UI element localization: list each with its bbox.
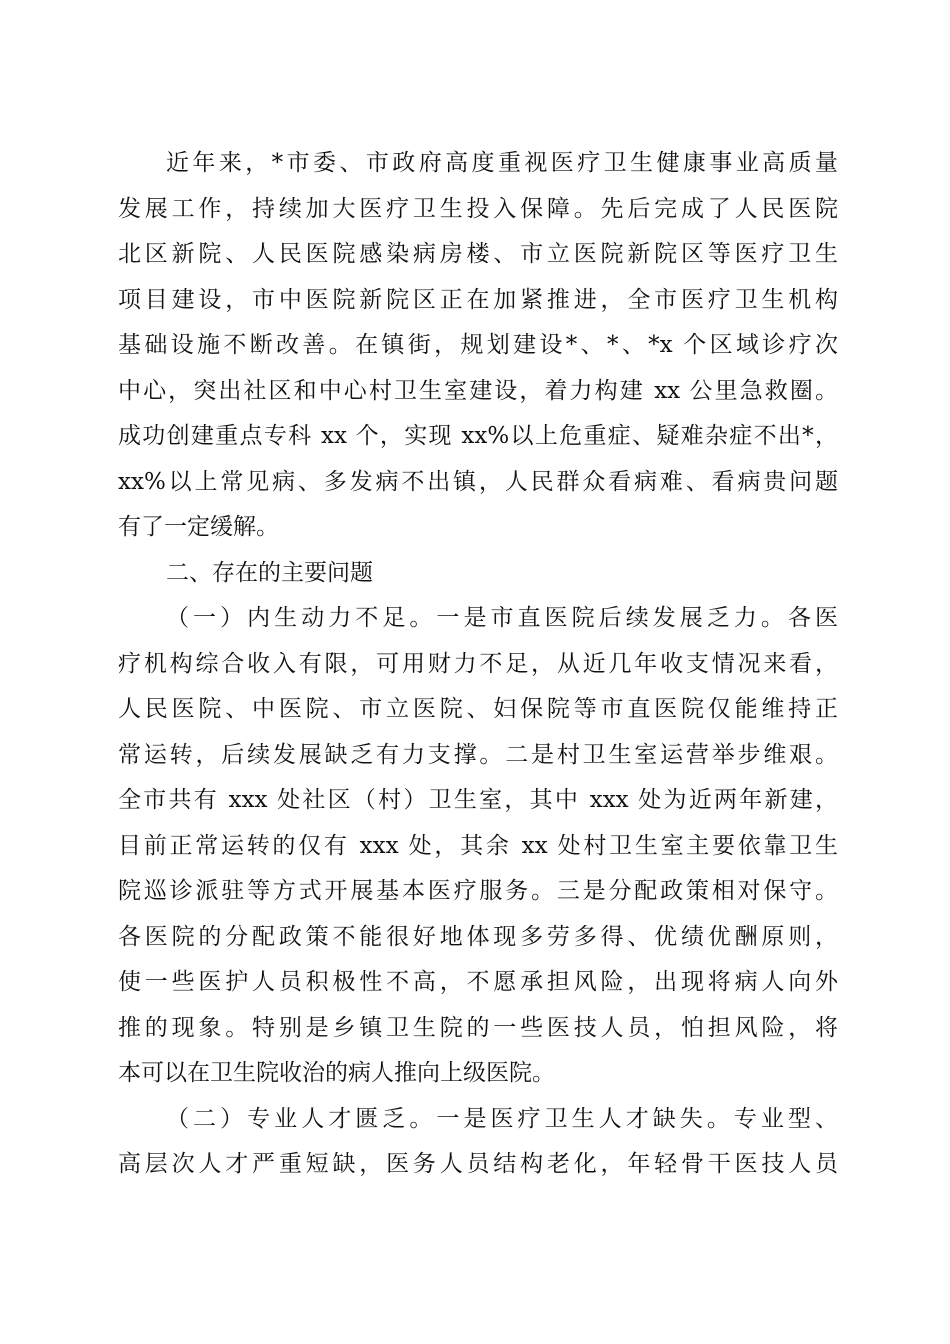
text-line: xx%以上常见病、多发病不出镇，人民群众看病难、看病贵问题 [118,468,838,495]
text-line: 高层次人才严重短缺，医务人员结构老化，年轻骨干医技人员 [118,1151,838,1177]
paragraph-talent-shortage [118,1097,838,1188]
text-line: 发展工作，持续加大医疗卫生投入保障。先后完成了人民医院 [118,195,838,222]
text-line: 本可以在卫生院收治的病人推向上级医院。 [118,1060,555,1086]
text-line: 项目建设，市中医院新院区正在加紧推进，全市医疗卫生机构 [118,286,838,313]
text-line: （一）内生动力不足。一是市直医院后续发展乏力。各医 [166,605,838,631]
paragraph-internal-drive [118,596,838,1097]
text-line: 常运转，后续发展缺乏有力支撑。二是村卫生室运营举步维艰。 [118,741,838,768]
text-line: 全市共有 xxx 处社区（村）卫生室，其中 xxx 处为近两年新建， [118,787,838,813]
section-heading: 二、存在的主要问题 [166,559,373,586]
text-line: 有了一定缓解。 [118,514,279,540]
text-line: 疗机构综合收入有限，可用财力不足，从近几年收支情况来看， [118,650,838,677]
paragraph-overview [118,141,838,551]
text-line: 成功创建重点专科 xx 个，实现 xx%以上危重症、疑难杂症不出*， [118,423,838,449]
text-line: 近年来，*市委、市政府高度重视医疗卫生健康事业高质量 [166,150,838,176]
text-line: （二）专业人才匮乏。一是医疗卫生人才缺失。专业型、 [166,1105,838,1132]
text-line: 中心，突出社区和中心村卫生室建设，着力构建 xx 公里急救圈。 [118,377,838,404]
document-page [118,141,838,1188]
text-line: 院巡诊派驻等方式开展基本医疗服务。三是分配政策相对保守。 [118,878,838,904]
text-line: 人民医院、中医院、市立医院、妇保院等市直医院仅能维持正 [118,696,838,722]
text-line: 推的现象。特别是乡镇卫生院的一些医技人员，怕担风险，将 [118,1014,838,1041]
text-line: 各医院的分配政策不能很好地体现多劳多得、优绩优酬原则， [118,923,838,950]
text-line: 目前正常运转的仅有 xxx 处，其余 xx 处村卫生室主要依靠卫生 [118,832,838,859]
text-line: 北区新院、人民医院感染病房楼、市立医院新院区等医疗卫生 [118,241,838,267]
text-line: 基础设施不断改善。在镇街，规划建设*、*、*x 个区域诊疗次 [118,332,838,358]
text-line: 使一些医护人员积极性不高，不愿承担风险，出现将病人向外 [118,969,838,995]
